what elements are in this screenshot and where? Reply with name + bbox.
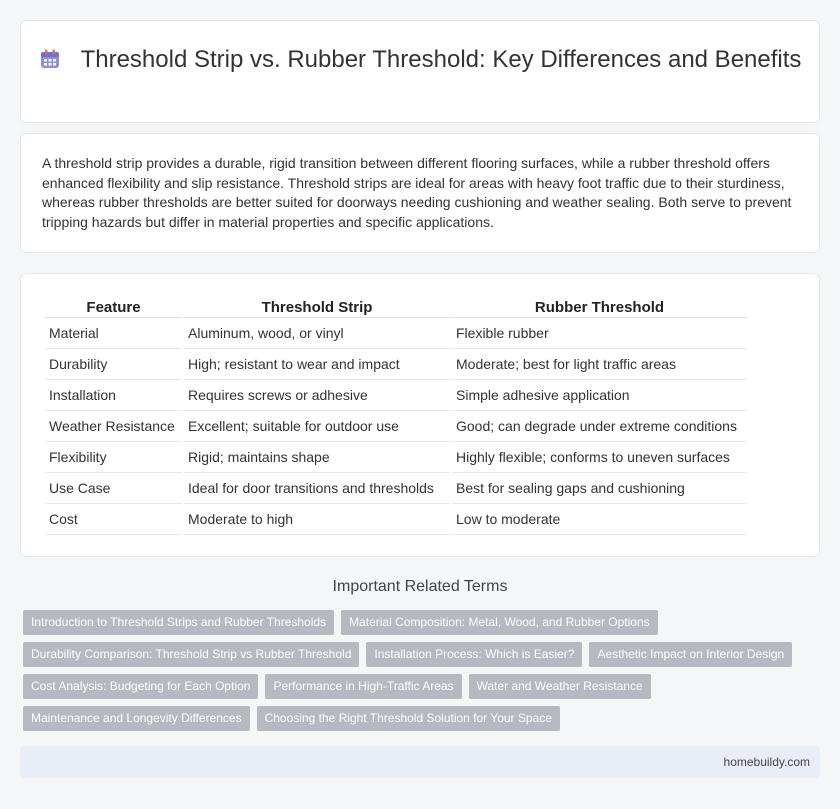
related-terms-heading: Important Related Terms (332, 578, 508, 595)
comparison-table (43, 298, 749, 535)
related-term-tag[interactable]: Choosing the Right Threshold Solution for Your Space (257, 706, 560, 731)
table-cell: Material (45, 318, 182, 349)
table-cell: Flexible rubber (452, 318, 747, 349)
table-header-row (45, 298, 747, 318)
comparison-table-card (20, 273, 820, 557)
table-cell: Excellent; suitable for outdoor use (184, 411, 450, 442)
page-title: Threshold Strip vs. Rubber Threshold: Key Differences and Benefits (80, 46, 802, 73)
related-term-tag[interactable]: Durability Comparison: Threshold Strip vs Rubber Threshold (23, 642, 359, 667)
related-term-tag[interactable]: Maintenance and Longevity Differences (23, 706, 250, 731)
table-cell: Durability (45, 349, 182, 380)
related-term-tag[interactable]: Introduction to Threshold Strips and Rubber Thresholds (23, 610, 334, 635)
table-cell: Highly flexible; conforms to uneven surfaces (452, 442, 747, 473)
page-title-container (21, 45, 819, 75)
footer-site-link[interactable]: homebuildy.com (723, 755, 810, 769)
related-term-tag[interactable]: Material Composition: Metal, Wood, and Rubber Options (341, 610, 658, 635)
table-cell: Installation (45, 380, 182, 411)
table-row (45, 504, 747, 535)
table-cell: Best for sealing gaps and cushioning (452, 473, 747, 504)
table-cell: Flexibility (45, 442, 182, 473)
table-cell: Requires screws or adhesive (184, 380, 450, 411)
table-row (45, 380, 747, 411)
column-header-threshold-strip: Threshold Strip (184, 298, 450, 318)
table-cell: Simple adhesive application (452, 380, 747, 411)
table-cell: Rigid; maintains shape (184, 442, 450, 473)
table-cell: Ideal for door transitions and thresholds (184, 473, 450, 504)
table-row (45, 318, 747, 349)
related-term-tag[interactable]: Aesthetic Impact on Interior Design (589, 642, 792, 667)
table-cell: Use Case (45, 473, 182, 504)
table-cell: Moderate; best for light traffic areas (452, 349, 747, 380)
intro-card (20, 133, 820, 253)
table-cell: Weather Resistance (45, 411, 182, 442)
table-cell: Good; can degrade under extreme conditions (452, 411, 747, 442)
related-term-tag[interactable]: Cost Analysis: Budgeting for Each Option (23, 674, 258, 699)
table-row (45, 349, 747, 380)
title-card (20, 20, 820, 123)
column-header-rubber-threshold: Rubber Threshold (452, 298, 747, 318)
related-term-tag[interactable]: Performance in High-Traffic Areas (265, 674, 461, 699)
calendar-icon (39, 48, 61, 70)
footer-bar (20, 746, 820, 778)
table-cell: Low to moderate (452, 504, 747, 535)
related-term-tag[interactable]: Water and Weather Resistance (469, 674, 651, 699)
related-terms-list (23, 610, 803, 738)
table-cell: Cost (45, 504, 182, 535)
table-row (45, 442, 747, 473)
intro-paragraph: A threshold strip provides a durable, rigid transition between different flooring surfaces, while a rubber threshold offers enhanced flexibility and slip resistance. Threshold strips are ideal for areas with heavy foot traffic due to their sturdiness, whereas rubber thresholds are better suited for doorways needing cushioning and weather sealing. Both serve to prevent tripping hazards but differ in material properties and specific applications. (42, 155, 792, 230)
column-header-feature: Feature (45, 298, 182, 318)
table-cell: Aluminum, wood, or vinyl (184, 318, 450, 349)
table-row (45, 411, 747, 442)
related-term-tag[interactable]: Installation Process: Which is Easier? (366, 642, 582, 667)
table-cell: High; resistant to wear and impact (184, 349, 450, 380)
table-cell: Moderate to high (184, 504, 450, 535)
table-row (45, 473, 747, 504)
